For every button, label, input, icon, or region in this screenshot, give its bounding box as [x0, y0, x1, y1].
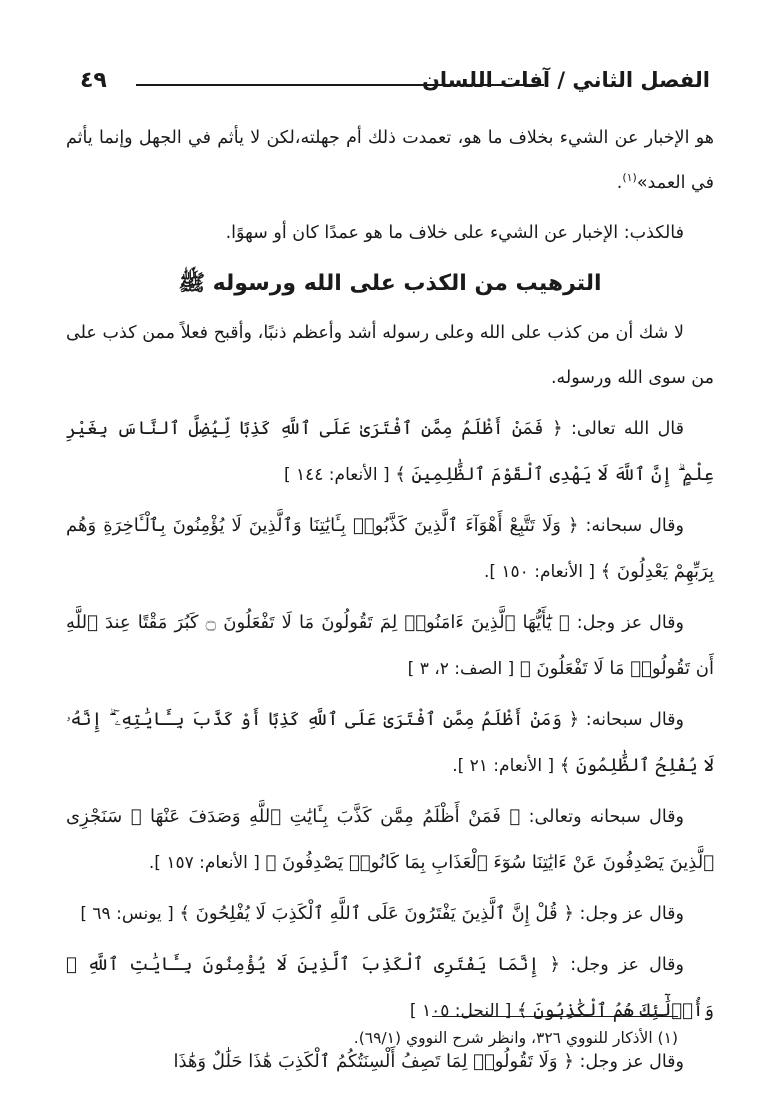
- verse-paragraph: [66, 503, 714, 595]
- paragraph-text: هو الإخبار عن الشيء بخلاف ما هو، تعمدت ذلك أم جهلته،لكن لا يأثم في الجهل وإنما يأثم في العمد»: [66, 128, 714, 193]
- verse-paragraph: [66, 406, 714, 498]
- footnote-marker[interactable]: (١): [622, 171, 637, 185]
- quran-verse: ﴿ يَٰٓأَيُّهَا ٱلَّذِينَ ءَامَنُوا۟ لِمَ تَقُولُونَ مَا لَا تَفْعَلُونَ ۝ كَبُرَ مَقْتًا عِندَ ٱللَّهِ أَن تَقُولُوا۟ مَا لَا تَفْعَلُونَ ﴾: [66, 612, 714, 679]
- quran-verse: ﴿ قُلْ إِنَّ ٱلَّذِينَ يَفْتَرُونَ عَلَى ٱللَّهِ ٱلْكَذِبَ لَا يُفْلِحُونَ ﴾: [179, 903, 574, 924]
- quran-verse: ﴿ وَمَنْ أَظْلَمُ مِمَّنِ ٱفْتَرَىٰ عَلَى ٱللَّهِ كَذِبًا أَوْ كَذَّبَ بِـَٔايَٰتِهِۦٓ ۗ إِنَّهُۥ لَا يُفْلِحُ ٱلظَّٰلِمُونَ ﴾: [66, 709, 714, 776]
- verse-intro: قال الله تعالى:: [571, 419, 684, 439]
- verse-reference: [ الأنعام: ١٤٤ ]: [283, 465, 390, 485]
- verse-reference: [ النحل: ١٠٥ ]: [409, 1001, 512, 1021]
- paragraph-definition: [66, 116, 714, 206]
- verse-intro: وقال عز وجل:: [579, 1052, 684, 1072]
- footnote: (١) الأذكار للنووي ٣٢٦، وانظر شرح النووي (٦٩/١).: [353, 1029, 678, 1047]
- section-heading: الترهيب من الكذب على الله ورسوله ﷺ: [178, 271, 602, 296]
- paragraph-intro: لا شك أن من كذب على الله وعلى رسوله أشد وأعظم ذنبًا، وأقبح فعلاً ممن كذب على من سوى الله ورسوله.: [66, 323, 714, 388]
- paragraph-end: .: [616, 173, 623, 193]
- verse-reference: [ الأنعام: ١٥٧ ].: [148, 853, 260, 873]
- verse-paragraph: [66, 942, 714, 1034]
- verse-paragraph: [66, 794, 714, 886]
- verse-paragraph: [66, 891, 714, 937]
- verse-intro: وقال سبحانه وتعالى:: [528, 807, 684, 827]
- quran-verse: ﴿ إِنَّمَا يَفْتَرِى ٱلْكَذِبَ ٱلَّذِينَ لَا يُؤْمِنُونَ بِـَٔايَٰتِ ٱللَّهِ ۖ وَأُو۟لَٰٓئِكَ هُمُ ٱلْكَٰذِبُونَ ﴾: [66, 954, 714, 1021]
- verse-intro: وقال عز وجل:: [570, 955, 684, 975]
- quran-verse: ﴿ وَلَا تَقُولُوا۟ لِمَا تَصِفُ أَلْسِنَتُكُمُ ٱلْكَذِبَ هَٰذَا حَلَٰلٌ وَهَٰذَا: [173, 1051, 574, 1072]
- verse-intro: وقال سبحانه:: [585, 710, 684, 730]
- verse-reference: [ الأنعام: ٢١ ].: [452, 756, 555, 776]
- chapter-title: الفصل الثاني / آفات اللسان: [422, 68, 710, 92]
- quran-verse: ﴿ فَمَنْ أَظْلَمُ مِمَّن كَذَّبَ بِـَٔايَٰتِ ٱللَّهِ وَصَدَفَ عَنْهَا ۗ سَنَجْزِى ٱلَّذِينَ يَصْدِفُونَ عَنْ ءَايَٰتِنَا سُوٓءَ ٱلْعَذَابِ بِمَا كَانُوا۟ يَصْدِفُونَ ﴾: [66, 806, 714, 873]
- quran-verse: ﴿ فَمَنْ أَظْلَمُ مِمَّنِ ٱفْتَرَىٰ عَلَى ٱللَّهِ كَذِبًا لِّيُضِلَّ ٱلنَّاسَ بِغَيْرِ عِلْمٍ ۗ إِنَّ ٱللَّهَ لَا يَهْدِى ٱلْقَوْمَ ٱلظَّٰلِمِينَ ﴾: [66, 418, 714, 485]
- footnote-rule: [432, 1016, 678, 1017]
- verse-intro: وقال عز وجل:: [579, 904, 684, 924]
- body-text: [66, 116, 714, 1090]
- verse-paragraph: [66, 600, 714, 692]
- quran-verse: ﴿ وَلَا تَتَّبِعْ أَهْوَآءَ ٱلَّذِينَ كَذَّبُوا۟ بِـَٔايَٰتِنَا وَٱلَّذِينَ لَا يُؤْمِنُونَ بِٱلْـَٔاخِرَةِ وَهُم بِرَبِّهِمْ يَعْدِلُونَ ﴾: [66, 515, 714, 582]
- verse-intro: وقال عز وجل:: [576, 613, 685, 633]
- verse-reference: [ يونس: ٦٩ ]: [80, 904, 174, 924]
- verse-paragraph: [66, 697, 714, 789]
- verse-reference: [ الأنعام: ١٥٠ ].: [483, 562, 596, 582]
- page-header: [80, 66, 710, 106]
- page-number: ٤٩: [80, 68, 107, 93]
- paragraph-lie-definition: فالكذب: الإخبار عن الشيء على خلاف ما هو عمدًا كان أو سهوًا.: [225, 223, 684, 243]
- verse-reference: [ الصف: ٢، ٣ ]: [407, 659, 515, 679]
- verse-intro: وقال سبحانه:: [585, 516, 684, 536]
